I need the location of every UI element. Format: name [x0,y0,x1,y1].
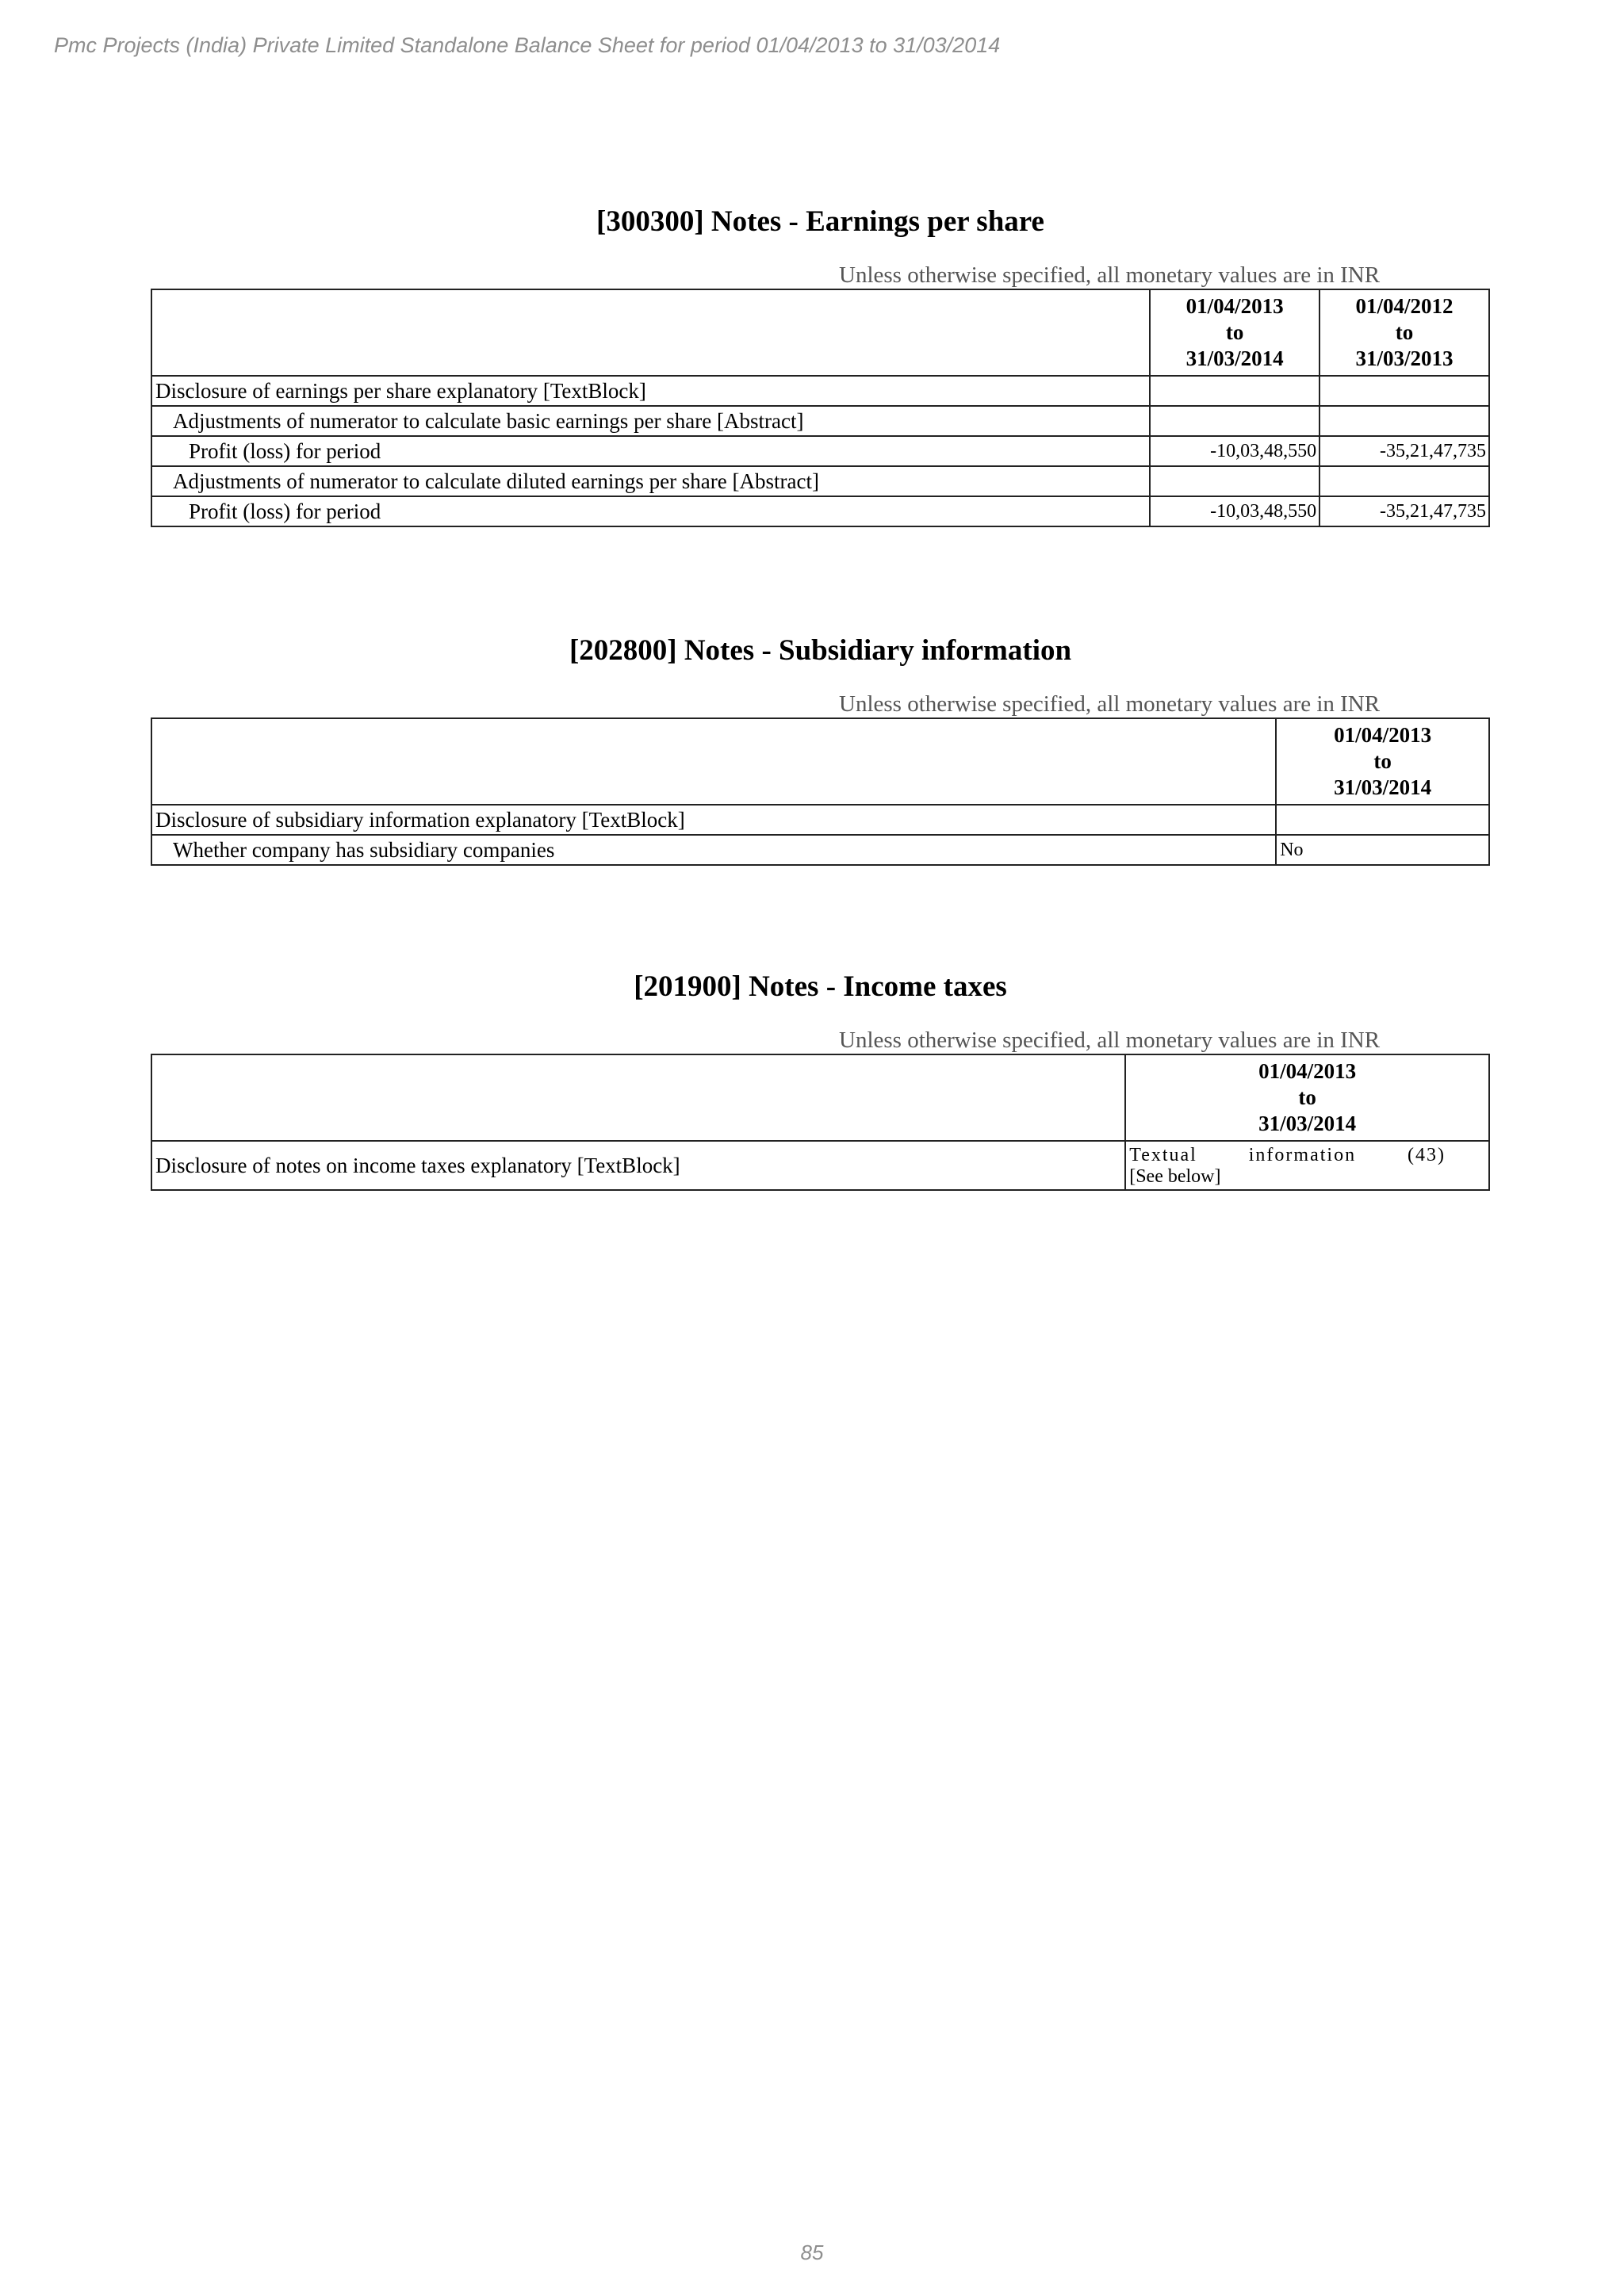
value-cell [1150,376,1320,406]
value-cell [1150,466,1320,496]
section-title: [300300] Notes - Earnings per share [596,205,1044,238]
row-label: Adjustments of numerator to calculate basic earnings per share [Abstract] [151,406,1150,436]
period-header: 01/04/2012 to 31/03/2013 [1320,289,1489,376]
table-row [151,406,1489,436]
page-header: Pmc Projects (India) Private Limited Standalone Balance Sheet for period 01/04/2013 to 31/03/2014 [54,33,1001,57]
label-header-cell [151,1054,1125,1141]
section-subsidiary-information [151,633,1490,862]
value-cell [1320,466,1489,496]
table-header-row [151,1054,1489,1141]
table-row [151,496,1489,526]
table-row [151,805,1489,835]
row-label: Disclosure of notes on income taxes explanatory [TextBlock] [151,1141,1125,1190]
earnings-per-share-table [151,289,1490,527]
period-header: 01/04/2013 to 31/03/2014 [1125,1054,1489,1141]
value-cell: -10,03,48,550 [1150,496,1320,526]
table-row [151,1141,1489,1190]
value-cell [1320,406,1489,436]
unit-note: Unless otherwise specified, all monetary values are in INR [839,691,1381,717]
section-income-taxes [151,970,1490,1187]
value-cell [1276,805,1489,835]
table-row [151,466,1489,496]
value-cell: No [1276,835,1489,865]
value-cell [1150,406,1320,436]
table-row [151,376,1489,406]
table-row [151,835,1489,865]
row-label: Profit (loss) for period [151,436,1150,466]
table-header-row [151,289,1489,376]
row-label: Adjustments of numerator to calculate diluted earnings per share [Abstract] [151,466,1150,496]
page-number: 85 [800,2241,824,2264]
period-header: 01/04/2013 to 31/03/2014 [1150,289,1320,376]
row-label: Disclosure of subsidiary information explanatory [TextBlock] [151,805,1276,835]
section-earnings-per-share [151,205,1490,523]
row-label: Disclosure of earnings per share explanatory [TextBlock] [151,376,1150,406]
value-cell: -35,21,47,735 [1320,436,1489,466]
see-below-note: [See below] [1129,1166,1221,1187]
section-title: [202800] Notes - Subsidiary information [569,634,1072,667]
label-header-cell [151,718,1276,805]
unit-note: Unless otherwise specified, all monetary values are in INR [839,1027,1381,1053]
subsidiary-information-table [151,718,1490,866]
section-title: [201900] Notes - Income taxes [634,970,1007,1003]
value-cell: -35,21,47,735 [1320,496,1489,526]
value-cell: -10,03,48,550 [1150,436,1320,466]
textual-information-link[interactable]: Textual information (43) [1129,1145,1446,1165]
income-taxes-table [151,1054,1490,1191]
value-cell [1320,376,1489,406]
table-row [151,436,1489,466]
unit-note: Unless otherwise specified, all monetary values are in INR [839,262,1381,288]
period-header: 01/04/2013 to 31/03/2014 [1276,718,1489,805]
label-header-cell [151,289,1150,376]
textual-information-cell [1125,1141,1489,1190]
row-label: Profit (loss) for period [151,496,1150,526]
table-header-row [151,718,1489,805]
row-label: Whether company has subsidiary companies [151,835,1276,865]
